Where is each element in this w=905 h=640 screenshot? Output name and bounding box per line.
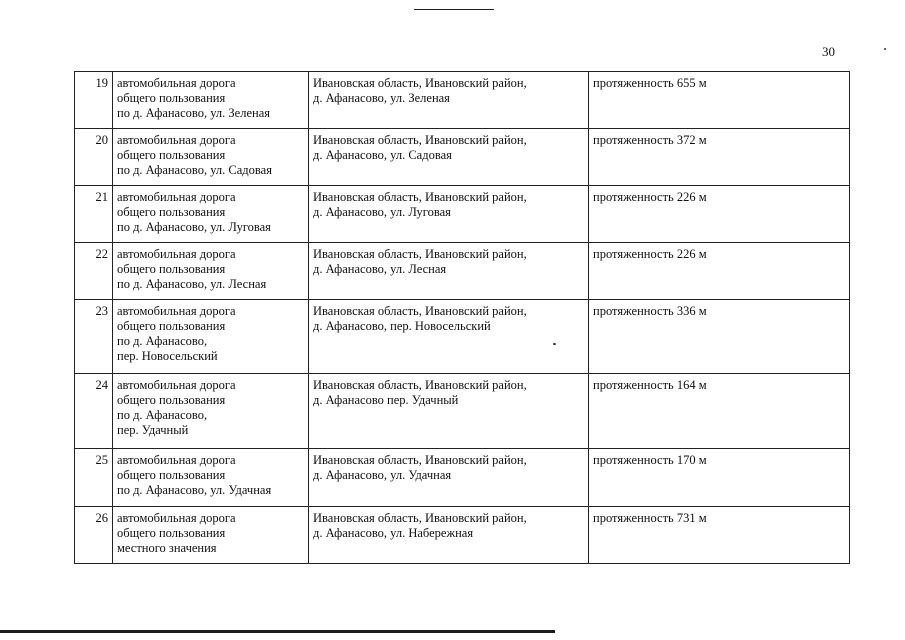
road-length: протяженность 655 м xyxy=(589,72,850,129)
row-number: 26 xyxy=(75,507,113,564)
road-name: автомобильная дорога общего пользования по д. Афанасово, ул. Садовая xyxy=(113,129,309,186)
road-address: Ивановская область, Ивановский район, д. Афанасово, ул. Лесная xyxy=(309,243,589,300)
scan-speck xyxy=(884,48,886,50)
road-length: протяженность 731 м xyxy=(589,507,850,564)
row-number: 21 xyxy=(75,186,113,243)
table-row xyxy=(75,374,850,449)
bottom-rule xyxy=(0,630,555,633)
road-address: Ивановская область, Ивановский район, д. Афанасово пер. Удачный xyxy=(309,374,589,449)
road-address: Ивановская область, Ивановский район, д. Афанасово, ул. Зеленая xyxy=(309,72,589,129)
road-length: протяженность 372 м xyxy=(589,129,850,186)
road-name: автомобильная дорога общего пользования по д. Афанасово, ул. Луговая xyxy=(113,186,309,243)
row-number: 23 xyxy=(75,300,113,374)
row-number: 19 xyxy=(75,72,113,129)
road-address: Ивановская область, Ивановский район, д. Афанасово, ул. Луговая xyxy=(309,186,589,243)
road-name: автомобильная дорога общего пользования по д. Афанасово, пер. Новосельский xyxy=(113,300,309,374)
road-name: автомобильная дорога общего пользования местного значения xyxy=(113,507,309,564)
road-name: автомобильная дорога общего пользования по д. Афанасово, ул. Лесная xyxy=(113,243,309,300)
page-number: 30 xyxy=(822,44,835,59)
road-length: протяженность 170 м xyxy=(589,449,850,507)
table-row xyxy=(75,507,850,564)
table-row xyxy=(75,129,850,186)
row-number: 22 xyxy=(75,243,113,300)
road-length: протяженность 164 м xyxy=(589,374,850,449)
table-row xyxy=(75,449,850,507)
row-number: 20 xyxy=(75,129,113,186)
table-row xyxy=(75,72,850,129)
table-row xyxy=(75,186,850,243)
road-address: Ивановская область, Ивановский район, д. Афанасово, ул. Садовая xyxy=(309,129,589,186)
road-address: Ивановская область, Ивановский район, д. Афанасово, ул. Набережная xyxy=(309,507,589,564)
table-row xyxy=(75,243,850,300)
table-row xyxy=(75,300,850,374)
road-length: протяженность 226 м xyxy=(589,186,850,243)
row-number: 25 xyxy=(75,449,113,507)
road-name: автомобильная дорога общего пользования по д. Афанасово, пер. Удачный xyxy=(113,374,309,449)
road-address: Ивановская область, Ивановский район, д. Афанасово, пер. Новосельский xyxy=(309,300,589,374)
road-address: Ивановская область, Ивановский район, д. Афанасово, ул. Удачная xyxy=(309,449,589,507)
road-registry-table xyxy=(74,71,850,564)
top-rule xyxy=(414,9,494,10)
road-name: автомобильная дорога общего пользования по д. Афанасово, ул. Удачная xyxy=(113,449,309,507)
road-length: протяженность 336 м xyxy=(589,300,850,374)
row-number: 24 xyxy=(75,374,113,449)
road-name: автомобильная дорога общего пользования по д. Афанасово, ул. Зеленая xyxy=(113,72,309,129)
road-length: протяженность 226 м xyxy=(589,243,850,300)
